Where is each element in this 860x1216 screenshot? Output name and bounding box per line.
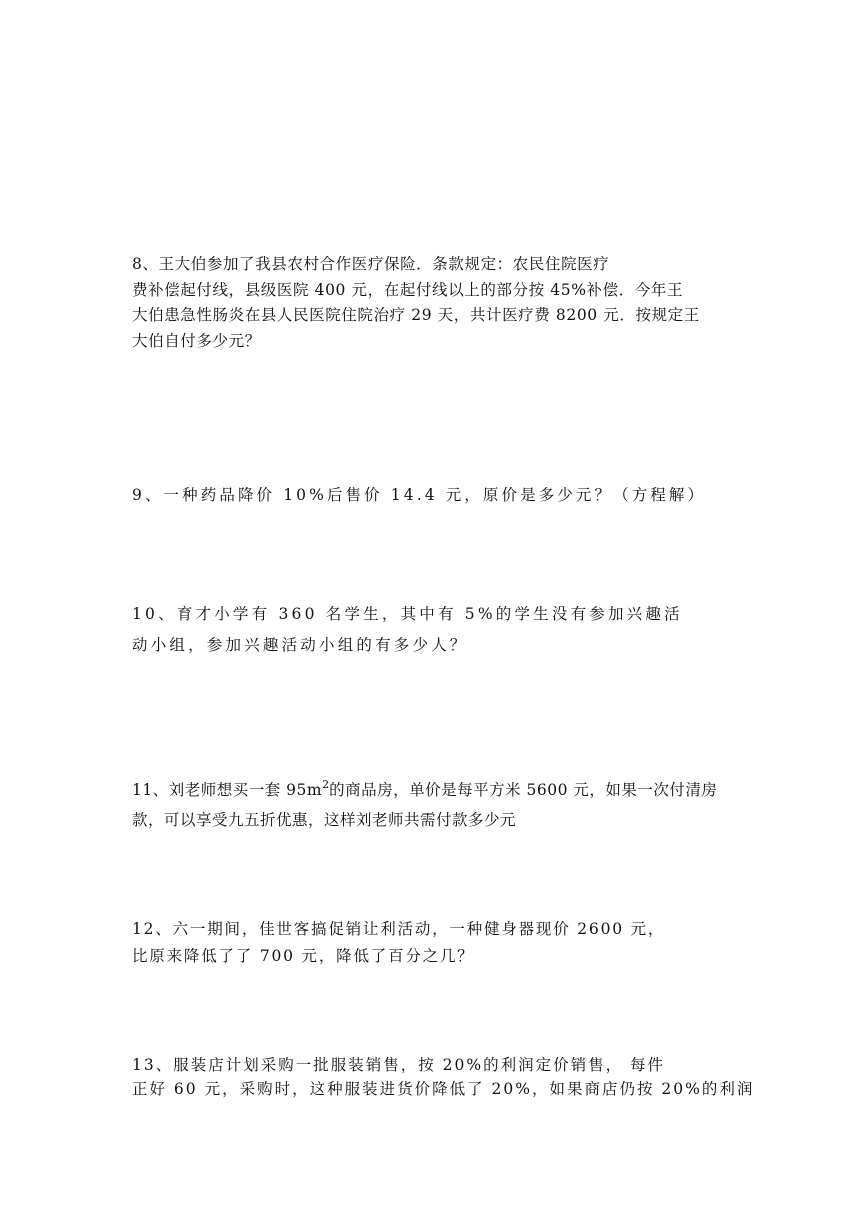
question-10: [132, 605, 732, 667]
question-11: [132, 778, 732, 844]
question-13: [132, 1056, 755, 1104]
question-10-line-1: 10、育才小学有 360 名学生，其中有 5%的学生没有参加兴趣活: [132, 605, 683, 623]
question-13-line-1: 13、服装店计划采购一批服装销售，按 20%的利润定价销售， 每件: [132, 1056, 666, 1074]
question-13-line-2: 正好 60 元，采购时，这种服装进货价降低了 20%，如果商店仍按 20%的利润: [132, 1080, 755, 1098]
question-11-line-1: [132, 778, 732, 811]
question-12-line-2: 比原来降低了了 700 元，降低了百分之几？: [132, 947, 475, 965]
question-8-line-1: 8、王大伯参加了我县农村合作医疗保险．条款规定：农民住院医疗: [132, 255, 610, 273]
square-exponent: 2: [322, 778, 330, 791]
question-9: [132, 486, 732, 505]
question-9-line-1: 9、一种药品降价 10%后售价 14.4 元，原价是多少元？（方程解）: [132, 486, 707, 504]
question-11-text-after-sup: 的商品房，单价是每平方米 5600 元，如果一次付清房: [329, 781, 718, 799]
question-8: [132, 255, 732, 357]
question-8-line-3: 大伯患急性肠炎在县人民医院住院治疗 29 天，共计医疗费 8200 元．按规定王: [132, 306, 700, 324]
question-8-line-2: 费补偿起付线，县级医院 400 元，在起付线以上的部分按 45%补偿．今年王: [132, 280, 684, 299]
question-12: [132, 920, 732, 974]
question-12-line-1: 12、六一期间，佳世客搞促销让利活动，一种健身器现价 2600 元，: [132, 920, 666, 938]
question-11-line-2: 款，可以享受九五折优惠，这样刘老师共需付款多少元: [132, 811, 517, 829]
question-10-line-2: 动小组，参加兴趣活动小组的有多少人？: [132, 636, 469, 654]
question-8-line-4: 大伯自付多少元？: [132, 331, 261, 350]
question-11-text-before-sup: 11、刘老师想买一套 95m: [132, 781, 323, 799]
